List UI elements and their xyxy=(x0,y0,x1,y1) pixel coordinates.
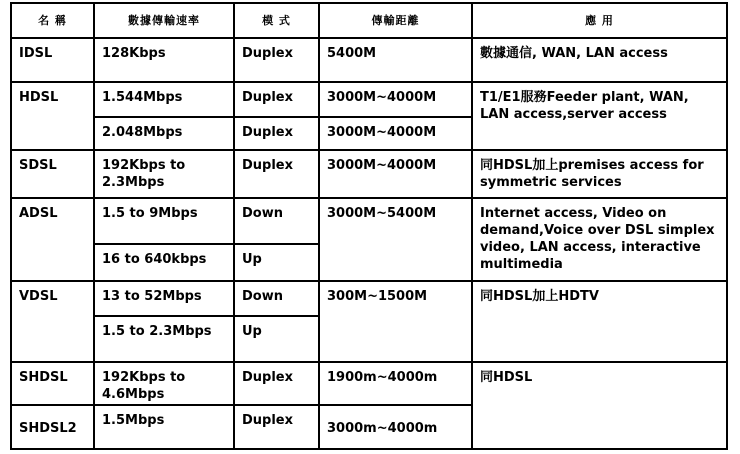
cell-name: VDSL xyxy=(11,281,94,362)
cell-rate: 16 to 640kbps xyxy=(94,244,234,281)
header-mode: 模 式 xyxy=(234,3,319,38)
cell-rate: 192Kbps to 2.3Mbps xyxy=(94,150,234,198)
cell-name: SHDSL xyxy=(11,362,94,406)
cell-mode: Duplex xyxy=(234,38,319,82)
cell-name: SDSL xyxy=(11,150,94,198)
table-row xyxy=(11,281,727,316)
cell-rate: 128Kbps xyxy=(94,38,234,82)
dsl-technology-table xyxy=(10,2,728,450)
cell-distance: 3000m~4000m xyxy=(319,405,472,449)
cell-application: Internet access, Video on demand,Voice over DSL simplex video, LAN access, interactive multimedia xyxy=(472,198,727,281)
cell-application: T1/E1服務Feeder plant, WAN, LAN access,server access xyxy=(472,82,727,150)
cell-application: 同HDSL加上premises access for symmetric services xyxy=(472,150,727,198)
cell-mode: Duplex xyxy=(234,82,319,117)
cell-name: HDSL xyxy=(11,82,94,150)
cell-rate: 192Kbps to 4.6Mbps xyxy=(94,362,234,406)
cell-distance: 5400M xyxy=(319,38,472,82)
cell-rate: 1.5 to 2.3Mbps xyxy=(94,316,234,362)
cell-distance: 3000M~4000M xyxy=(319,150,472,198)
cell-name: ADSL xyxy=(11,198,94,281)
header-rate: 數據傳輸速率 xyxy=(94,3,234,38)
cell-distance: 1900m~4000m xyxy=(319,362,472,406)
header-application: 應 用 xyxy=(472,3,727,38)
header-name: 名 稱 xyxy=(11,3,94,38)
cell-rate: 1.5 to 9Mbps xyxy=(94,198,234,244)
cell-mode: Duplex xyxy=(234,150,319,198)
cell-mode: Down xyxy=(234,198,319,244)
cell-application: 數據通信, WAN, LAN access xyxy=(472,38,727,82)
cell-distance: 3000M~5400M xyxy=(319,198,472,281)
cell-name: IDSL xyxy=(11,38,94,82)
cell-mode: Up xyxy=(234,316,319,362)
table-row xyxy=(11,362,727,406)
cell-mode: Duplex xyxy=(234,362,319,406)
cell-rate: 1.544Mbps xyxy=(94,82,234,117)
cell-application: 同HDSL xyxy=(472,362,727,449)
table-header-row xyxy=(11,3,727,38)
cell-rate: 1.5Mbps xyxy=(94,405,234,449)
cell-application: 同HDSL加上HDTV xyxy=(472,281,727,362)
table-row xyxy=(11,198,727,244)
cell-mode: Up xyxy=(234,244,319,281)
table-row xyxy=(11,150,727,198)
cell-distance: 3000M~4000M xyxy=(319,117,472,150)
cell-distance: 3000M~4000M xyxy=(319,82,472,117)
cell-distance: 300M~1500M xyxy=(319,281,472,362)
cell-rate: 2.048Mbps xyxy=(94,117,234,150)
cell-rate: 13 to 52Mbps xyxy=(94,281,234,316)
table-row xyxy=(11,38,727,82)
cell-mode: Down xyxy=(234,281,319,316)
cell-mode: Duplex xyxy=(234,405,319,449)
header-distance: 傳輸距離 xyxy=(319,3,472,38)
cell-mode: Duplex xyxy=(234,117,319,150)
table-row xyxy=(11,82,727,117)
cell-name: SHDSL2 xyxy=(11,405,94,449)
